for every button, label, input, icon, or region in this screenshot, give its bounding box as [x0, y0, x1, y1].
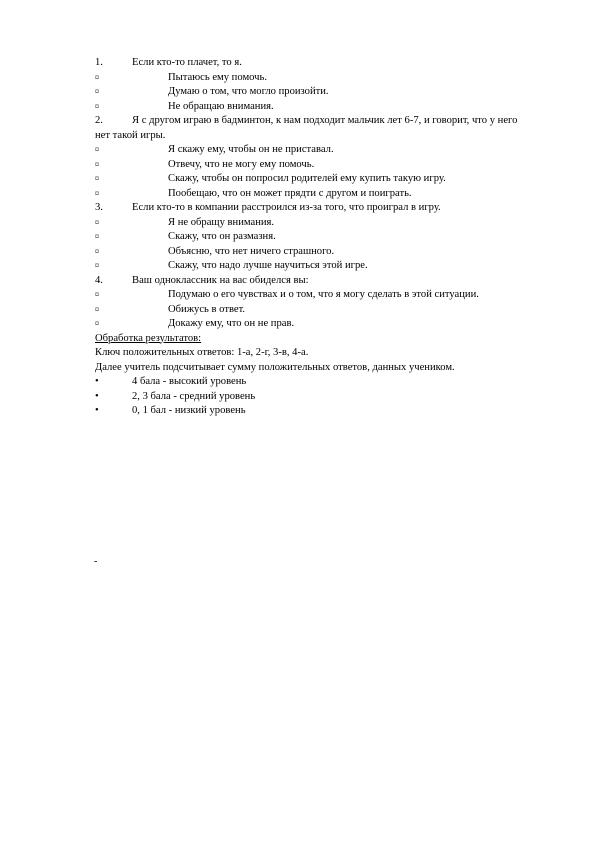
question-text: Ваш одноклассник на вас обиделся вы:	[132, 274, 309, 286]
stray-mark: -	[94, 556, 98, 567]
question-3-option-b	[95, 230, 525, 245]
question-2-option-d	[95, 187, 525, 202]
option-marker-icon: ¤	[95, 217, 99, 227]
option-text: Объясню, что нет ничего страшного.	[168, 245, 335, 257]
question-3-option-a	[95, 216, 525, 231]
question-2-option-b	[95, 158, 525, 173]
option-text: Не обращаю внимания.	[168, 100, 274, 112]
option-text: Докажу ему, что он не прав.	[168, 318, 295, 329]
option-marker-icon: ¤	[95, 304, 99, 314]
question-1	[95, 56, 525, 71]
option-marker-icon: ¤	[95, 290, 99, 299]
option-marker-icon: ¤	[95, 188, 99, 198]
question-1-option-a	[95, 71, 525, 86]
level-high	[95, 375, 525, 390]
question-3-option-d	[95, 259, 525, 274]
question-text: Если кто-то в компании расстроился из-за того, что проиграл в игру.	[132, 202, 441, 213]
option-marker-icon: ¤	[95, 145, 99, 154]
option-text: Скажу, чтобы он попросил родителей ему купить такую игру.	[168, 173, 446, 184]
question-3-option-c	[95, 245, 525, 260]
answer-key: Ключ положительных ответов: 1-а, 2-г, 3-в, 4-а.	[95, 347, 309, 358]
option-text: Думаю о том, что могло произойти.	[168, 86, 329, 97]
option-marker-icon: ¤	[95, 261, 99, 270]
question-4	[95, 274, 525, 289]
option-marker-icon: ¤	[95, 246, 99, 256]
question-2-option-c	[95, 172, 525, 187]
option-marker-icon: ¤	[95, 101, 99, 111]
option-text: Отвечу, что не могу ему помочь.	[168, 158, 315, 170]
option-text: Скажу, что надо лучше научиться этой игре.	[168, 260, 368, 271]
question-2-option-a	[95, 143, 525, 158]
question-1-option-c	[95, 100, 525, 115]
question-number: 4.	[95, 274, 103, 286]
level-medium	[95, 390, 525, 405]
level-low	[95, 404, 525, 419]
option-text: Скажу, что он размазня.	[168, 231, 276, 242]
question-2	[95, 114, 525, 143]
question-number: 3.	[95, 202, 103, 213]
option-marker-icon: ¤	[95, 174, 99, 183]
option-text: Я скажу ему, чтобы он не приставал.	[168, 144, 334, 155]
processing-heading: Обработка результатов:	[95, 332, 202, 344]
level-text: 2, 3 бала - средний уровень	[132, 390, 256, 402]
option-text: Пообещаю, что он может прядти с другом и поиграть.	[168, 187, 412, 199]
question-3	[95, 201, 525, 216]
document-body	[95, 56, 525, 419]
question-number: 1.	[95, 57, 103, 68]
question-text: Если кто-то плачет, то я.	[132, 57, 242, 68]
bullet-icon: •	[95, 390, 99, 402]
bullet-icon: •	[95, 405, 99, 416]
option-text: Подумаю о его чувствах и о том, что я могу сделать в этой ситуации.	[168, 289, 479, 300]
option-marker-icon: ¤	[95, 319, 99, 328]
option-text: Обижусь в ответ.	[168, 303, 246, 315]
question-4-option-b	[95, 303, 525, 318]
scoring-note: Далее учитель подсчитывает сумму положительных ответов, данных учеником.	[95, 361, 455, 373]
option-marker-icon: ¤	[95, 72, 99, 82]
question-4-option-c	[95, 317, 525, 332]
option-text: Пытаюсь ему помочь.	[168, 71, 267, 83]
processing-heading-line	[95, 332, 525, 347]
question-number: 2.	[95, 115, 103, 126]
option-text: Я не обращу внимания.	[168, 216, 275, 228]
option-marker-icon: ¤	[95, 232, 99, 241]
option-marker-icon: ¤	[95, 159, 99, 169]
level-text: 0, 1 бал - низкий уровень	[132, 405, 246, 416]
question-1-option-b	[95, 85, 525, 100]
option-marker-icon: ¤	[95, 87, 99, 96]
bullet-icon: •	[95, 376, 99, 387]
question-4-option-a	[95, 288, 525, 303]
question-text: Я с другом играю в бадминтон, к нам подходит мальчик лет 6-7, и говорит, что у него нет такой игры.	[95, 115, 518, 141]
level-text: 4 бала - высокий уровень	[132, 376, 247, 387]
